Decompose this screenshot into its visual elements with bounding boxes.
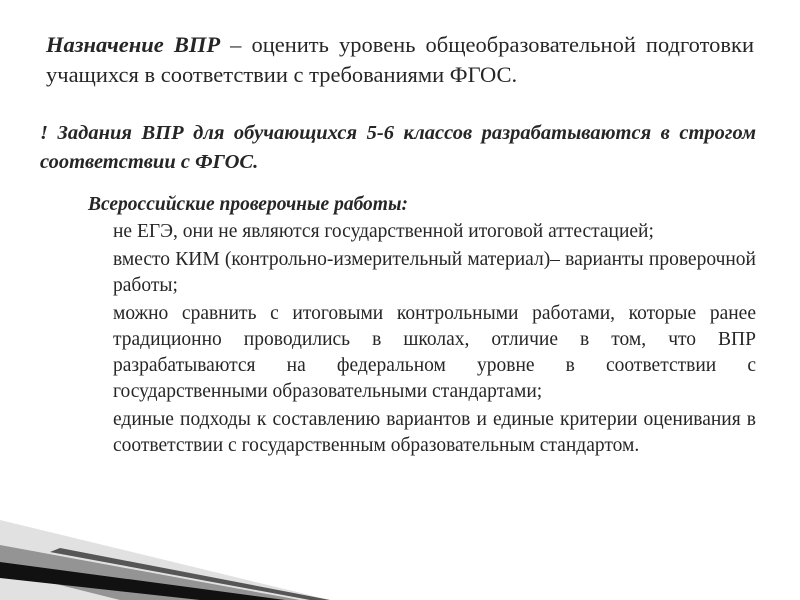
decor-stripe-dark [0,562,285,600]
decor-stripe-mid [0,545,300,600]
decor-stripe-light [0,520,330,600]
purpose-lead: Назначение ВПР [46,32,221,57]
vpr-section [88,192,756,461]
bullet-text: не ЕГЭ, они не являются государственной итоговой аттестацией; [113,221,654,242]
bullet-text: единые подходы к составлению вариантов и единые критерии оценивания в соответствии с государственным образовательным стандартом. [113,409,756,456]
vpr-bullet-list [88,219,756,459]
bullet-text: вместо КИМ (контрольно-измерительный материал)– варианты проверочной работы; [113,249,756,296]
bullet-text: можно сравнить с итоговыми контрольными работами, которые ранее традиционно проводились в школах, отличие в том, что ВПР разрабатываются на федеральном уровне в соответствии с государственными образовательными стандартами; [113,303,756,402]
purpose-text: – оценить уровень общеобразовательной подготовки учащихся в соответствии с требованиями ФГОС. [46,32,755,87]
list-item [88,407,756,459]
fgos-note: ! Задания ВПР для обучающихся 5-6 классов разрабатываются в строгом соответствии с ФГОС. [40,122,756,173]
vpr-heading: Всероссийские проверочные работы: [88,194,408,215]
decor-stripe-thin [50,548,330,600]
list-item [88,219,756,245]
list-item [88,301,756,405]
list-item [88,247,756,299]
purpose-paragraph [46,30,754,90]
